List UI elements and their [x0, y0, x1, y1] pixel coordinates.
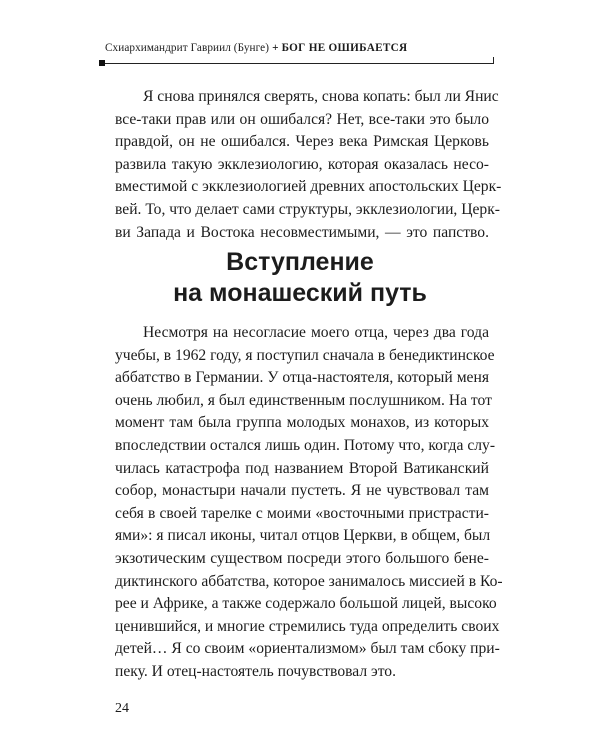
- header-rule-tick: [493, 57, 494, 64]
- section-heading-line-2: на монашеский путь: [173, 279, 427, 307]
- paragraph-line: момент там была группа молодых монахов, из которых: [115, 414, 489, 432]
- paragraph-line: Я снова принялся сверять, снова копать: был ли Янис: [143, 88, 499, 105]
- paragraph-line: аббатство в Германии. У отца-настоятеля, который меня: [115, 369, 489, 387]
- header-rule-dot: [99, 60, 105, 66]
- header-book-title: БОГ НЕ ОШИБАЕТСЯ: [281, 42, 408, 54]
- paragraph-line: детей… Я со своим «ориентализмом» был там сбоку при-: [115, 640, 500, 658]
- paragraph-line: пеку. И отец-настоятель почувствовал это.: [115, 662, 397, 680]
- paragraph-line: ценившийся, и многие стремились туда определить своих: [115, 617, 500, 635]
- header-author: Схиархимандрит Гавриил (Бунге): [105, 42, 270, 54]
- paragraph-line: экзотическим существом посреди этого большого бене-: [115, 549, 489, 567]
- paragraph-line: все-таки прав или он ошибался? Нет, все-таки это было: [115, 110, 489, 128]
- paragraph-line: впоследствии остался лишь один. Потому что, когда слу-: [115, 436, 496, 454]
- paragraph-line: Несмотря на несогласие моего отца, через два года: [143, 324, 489, 341]
- running-header: [101, 35, 494, 65]
- paragraph-line: очень любил, я был единственным послушником. На тот: [115, 391, 492, 409]
- body-paragraph-1: [115, 86, 502, 244]
- paragraph-line: себя в своей тарелке с моими «восточными пристрасти-: [115, 504, 489, 522]
- paragraph-line: вей. То, что делает сами структуры, экклезиологии, Церк-: [115, 200, 500, 218]
- paragraph-line: развила такую экклезиологию, которая оказалась несо-: [115, 155, 489, 173]
- page-number: 24: [115, 701, 129, 716]
- paragraph-line: правдой, он не ошибался. Через века Римская Церковь: [115, 133, 489, 151]
- running-header-text: [105, 42, 407, 54]
- paragraph-line: вместимой с экклезиологией древних апостольских Церк-: [115, 178, 502, 196]
- section-heading-line-1: Вступление: [226, 248, 374, 276]
- paragraph-line: учебы, в 1962 году, я поступил сначала в бенедиктинское: [115, 346, 495, 364]
- header-cross-separator: +: [272, 42, 279, 54]
- paragraph-line: ями»: я писал иконы, читал отцов Церкви, в общем, был: [115, 527, 491, 545]
- header-rule: [101, 63, 494, 64]
- paragraph-line: рее и Африке, а также содержало большой лицей, высоко: [115, 595, 497, 613]
- paragraph-line: диктинского аббатства, которое занималось миссией в Ко-: [115, 572, 503, 590]
- section-heading: [100, 247, 500, 309]
- paragraph-line: собор, монастыри начали пустеть. Я не чувствовал там: [115, 482, 489, 500]
- paragraph-line: чилась катастрофа под названием Второй Ватиканский: [115, 459, 489, 477]
- body-paragraph-2: [115, 322, 503, 684]
- paragraph-line: ви Запада и Востока несовместимыми, — это папство.: [115, 223, 489, 241]
